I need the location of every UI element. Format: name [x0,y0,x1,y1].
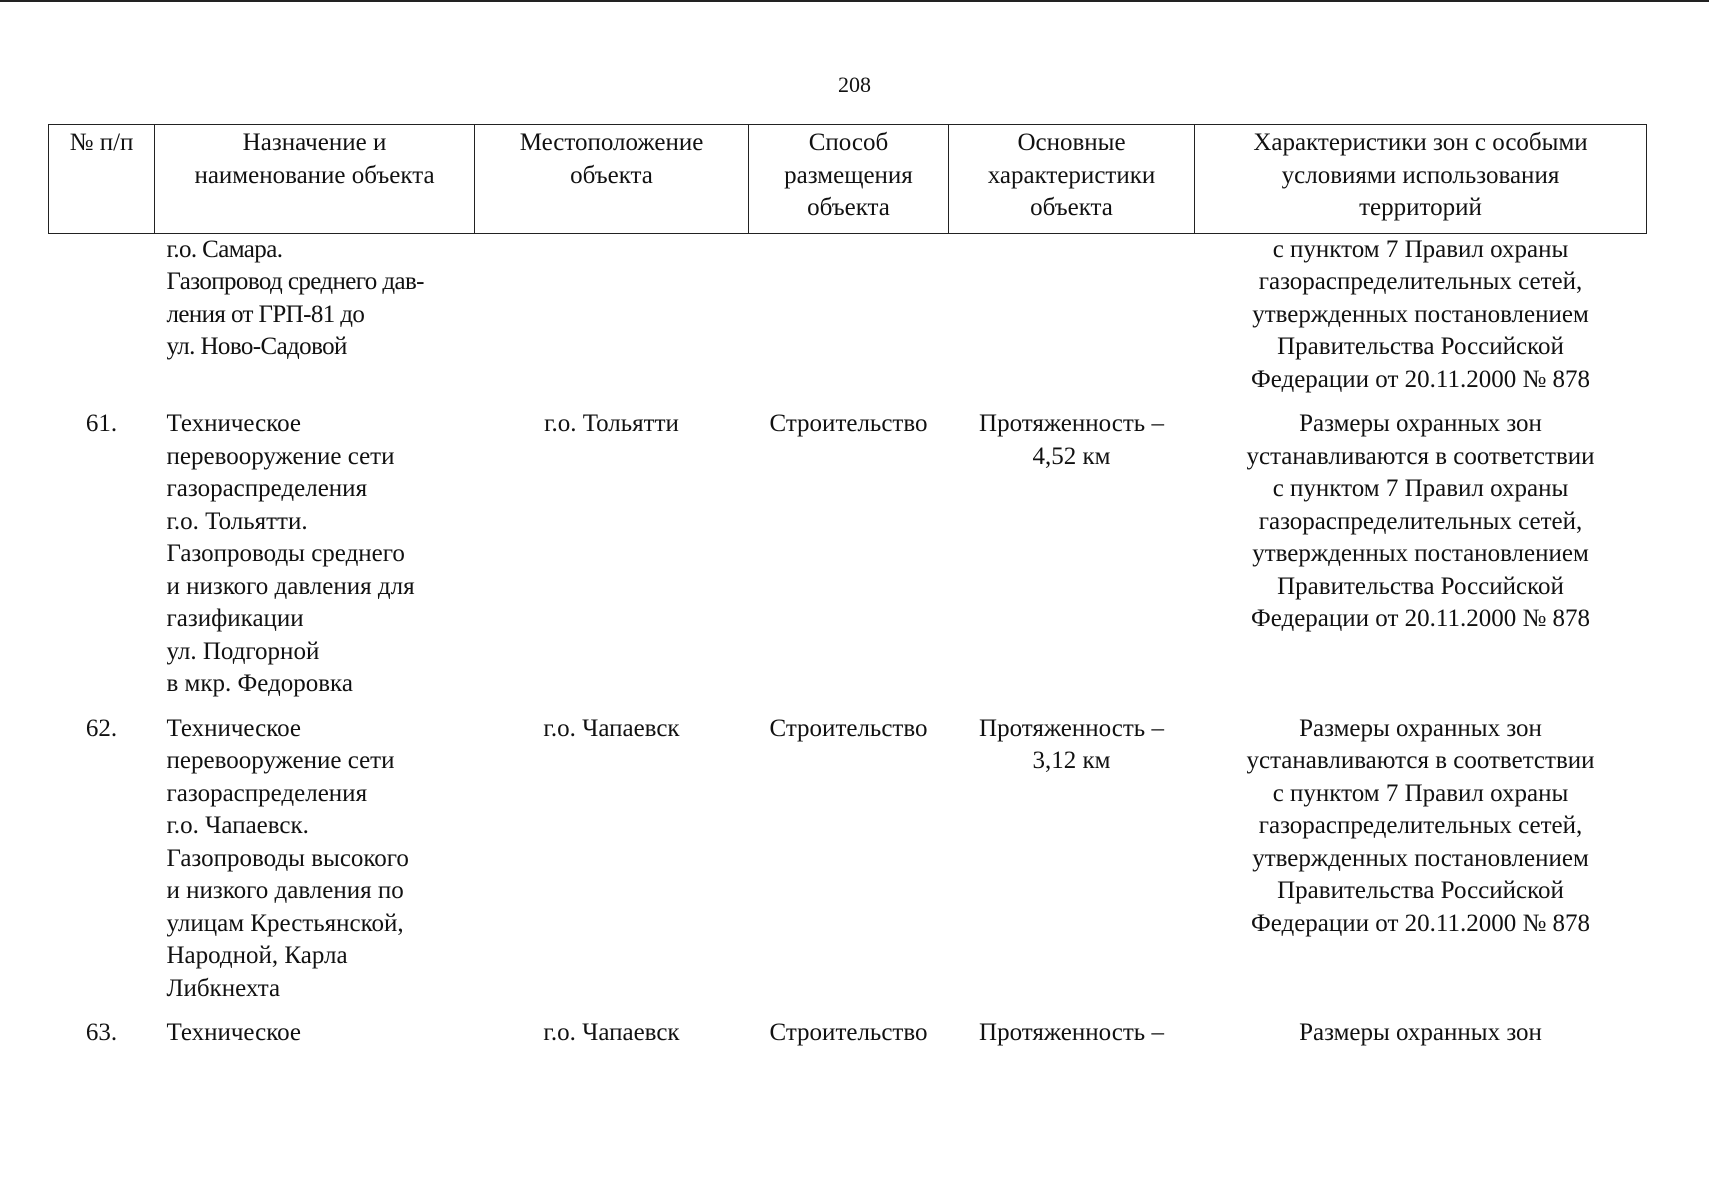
cell-location: г.о. Тольятти [544,410,679,437]
cell-purpose-name: г.о. Самара. Газопровод среднего дав- ления от ГРП-81 до ул. Ново-Садовой [166,235,424,360]
cell-number: 62. [85,714,118,742]
cell-zone-characteristics: с пунктом 7 Правил охраны газораспределительных сетей, утвержденных постановлением Правительства Российской Федерации от 20.11.2000 № 878 [1250,235,1591,393]
cell-placement-method: Строительство [769,410,928,437]
cell-main-characteristics: Протяженность – [979,1019,1164,1046]
cell-purpose-name: Техническое [166,1019,302,1046]
cell-zone-characteristics: Размеры охранных зон устанавливаются в соответствии с пунктом 7 Правил охраны газораспределительных сетей, утвержденных постановлением Правительства Российской Федерации от 20.11.2000 № 878 [1246,714,1595,937]
cell-location [475,233,749,408]
cell-purpose-name: Техническое перевооружение сети газораспределения г.о. Чапаевск. Газопроводы высокого и низкого давления по улицам Крестьянской, Народной, Карла Либкнехта [166,714,409,1002]
cell-main-characteristics: Протяженность – 3,12 км [979,714,1164,774]
table-row-continuation [49,233,1647,408]
cell-number [49,233,155,408]
cell-placement-method [749,233,949,408]
cell-location: г.о. Чапаевск [543,1019,680,1046]
header-placement-method: Способ размещения объекта [749,125,949,234]
table-row [49,1017,1647,1050]
header-zone-characteristics: Характеристики зон с особыми условиями использования территорий [1195,125,1647,234]
cell-main-characteristics [949,233,1195,408]
cell-location: г.о. Чапаевск [543,714,680,742]
cell-main-characteristics: Протяженность – 4,52 км [979,410,1164,470]
page-number: 208 [838,72,871,97]
table-row [49,408,1647,713]
table-row [49,713,1647,1018]
header-row [49,125,1647,234]
cell-placement-method: Строительство [769,714,928,742]
header-location: Местоположение объекта [475,125,749,234]
cell-number: 61. [85,410,118,437]
table-body [49,233,1647,1050]
header-main-characteristics: Основные характеристики объекта [949,125,1195,234]
cell-zone-characteristics: Размеры охранных зон [1299,1019,1542,1046]
table-header [49,125,1647,234]
cell-purpose-name: Техническое перевооружение сети газораспределения г.о. Тольятти. Газопроводы среднего и низкого давления для газификации ул. Подгорной в мкр. Федоровка [166,410,415,697]
header-purpose-name: Назначение и наименование объекта [155,125,475,234]
cell-placement-method: Строительство [769,1019,928,1046]
cell-zone-characteristics: Размеры охранных зон устанавливаются в соответствии с пунктом 7 Правил охраны газораспределительных сетей, утвержденных постановлением Правительства Российской Федерации от 20.11.2000 № 878 [1246,410,1595,632]
objects-table [48,124,1647,1050]
top-border-line [0,0,1709,2]
header-number: № п/п [49,125,155,234]
cell-number: 63. [85,1019,118,1046]
